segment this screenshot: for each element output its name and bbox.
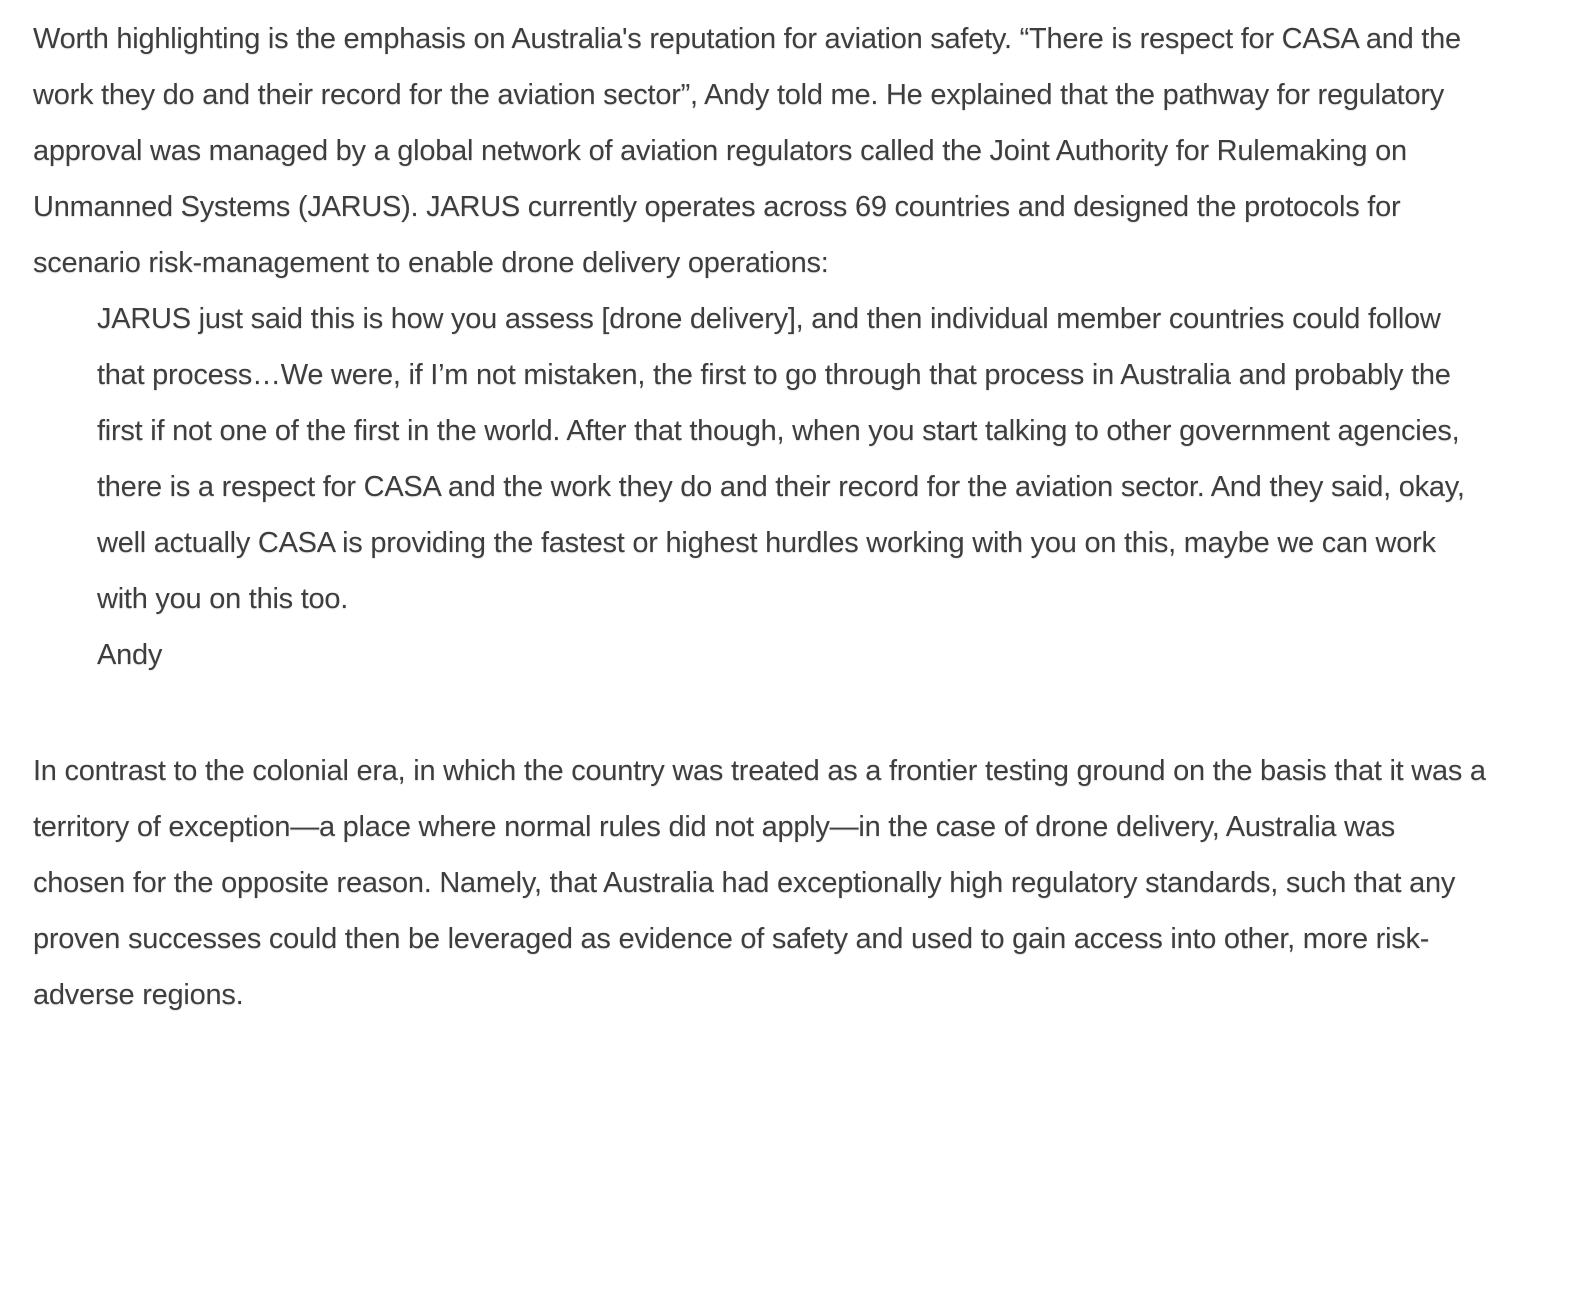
intro-paragraph: Worth highlighting is the emphasis on Australia's reputation for aviation safety. “There is respect for CASA and the work they do and their record for the aviation sector”, Andy told me. He explained that the pathway for regulatory approval was managed by a global network of aviation regulators called the Joint Authority for Rulemaking on Unmanned Systems (JARUS). JARUS currently operates across 69 countries and designed the protocols for scenario risk-management to enable drone delivery operations: (33, 23, 1461, 279)
closing-paragraph: In contrast to the colonial era, in which the country was treated as a frontier testing ground on the basis that it was a territory of exception—a place where normal rules did not apply—in the case of drone delivery, Australia was chosen for the opposite reason. Namely, that Australia had exceptionally high regulatory standards, such that any proven successes could then be leveraged as evidence of safety and used to gain access into other, more risk-adverse regions. (33, 755, 1486, 1011)
pull-quote (97, 291, 1488, 683)
article-body (33, 11, 1488, 1023)
quote-text: JARUS just said this is how you assess [drone delivery], and then individual member countries could follow that process…We were, if I’m not mistaken, the first to go through that process in Australia and probably the first if not one of the first in the world. After that though, when you start talking to other government agencies, there is a respect for CASA and the work they do and their record for the aviation sector. And they said, okay, well actually CASA is providing the fastest or highest hurdles working with you on this, maybe we can work with you on this too. (97, 303, 1465, 615)
quote-attribution: Andy (97, 639, 163, 671)
